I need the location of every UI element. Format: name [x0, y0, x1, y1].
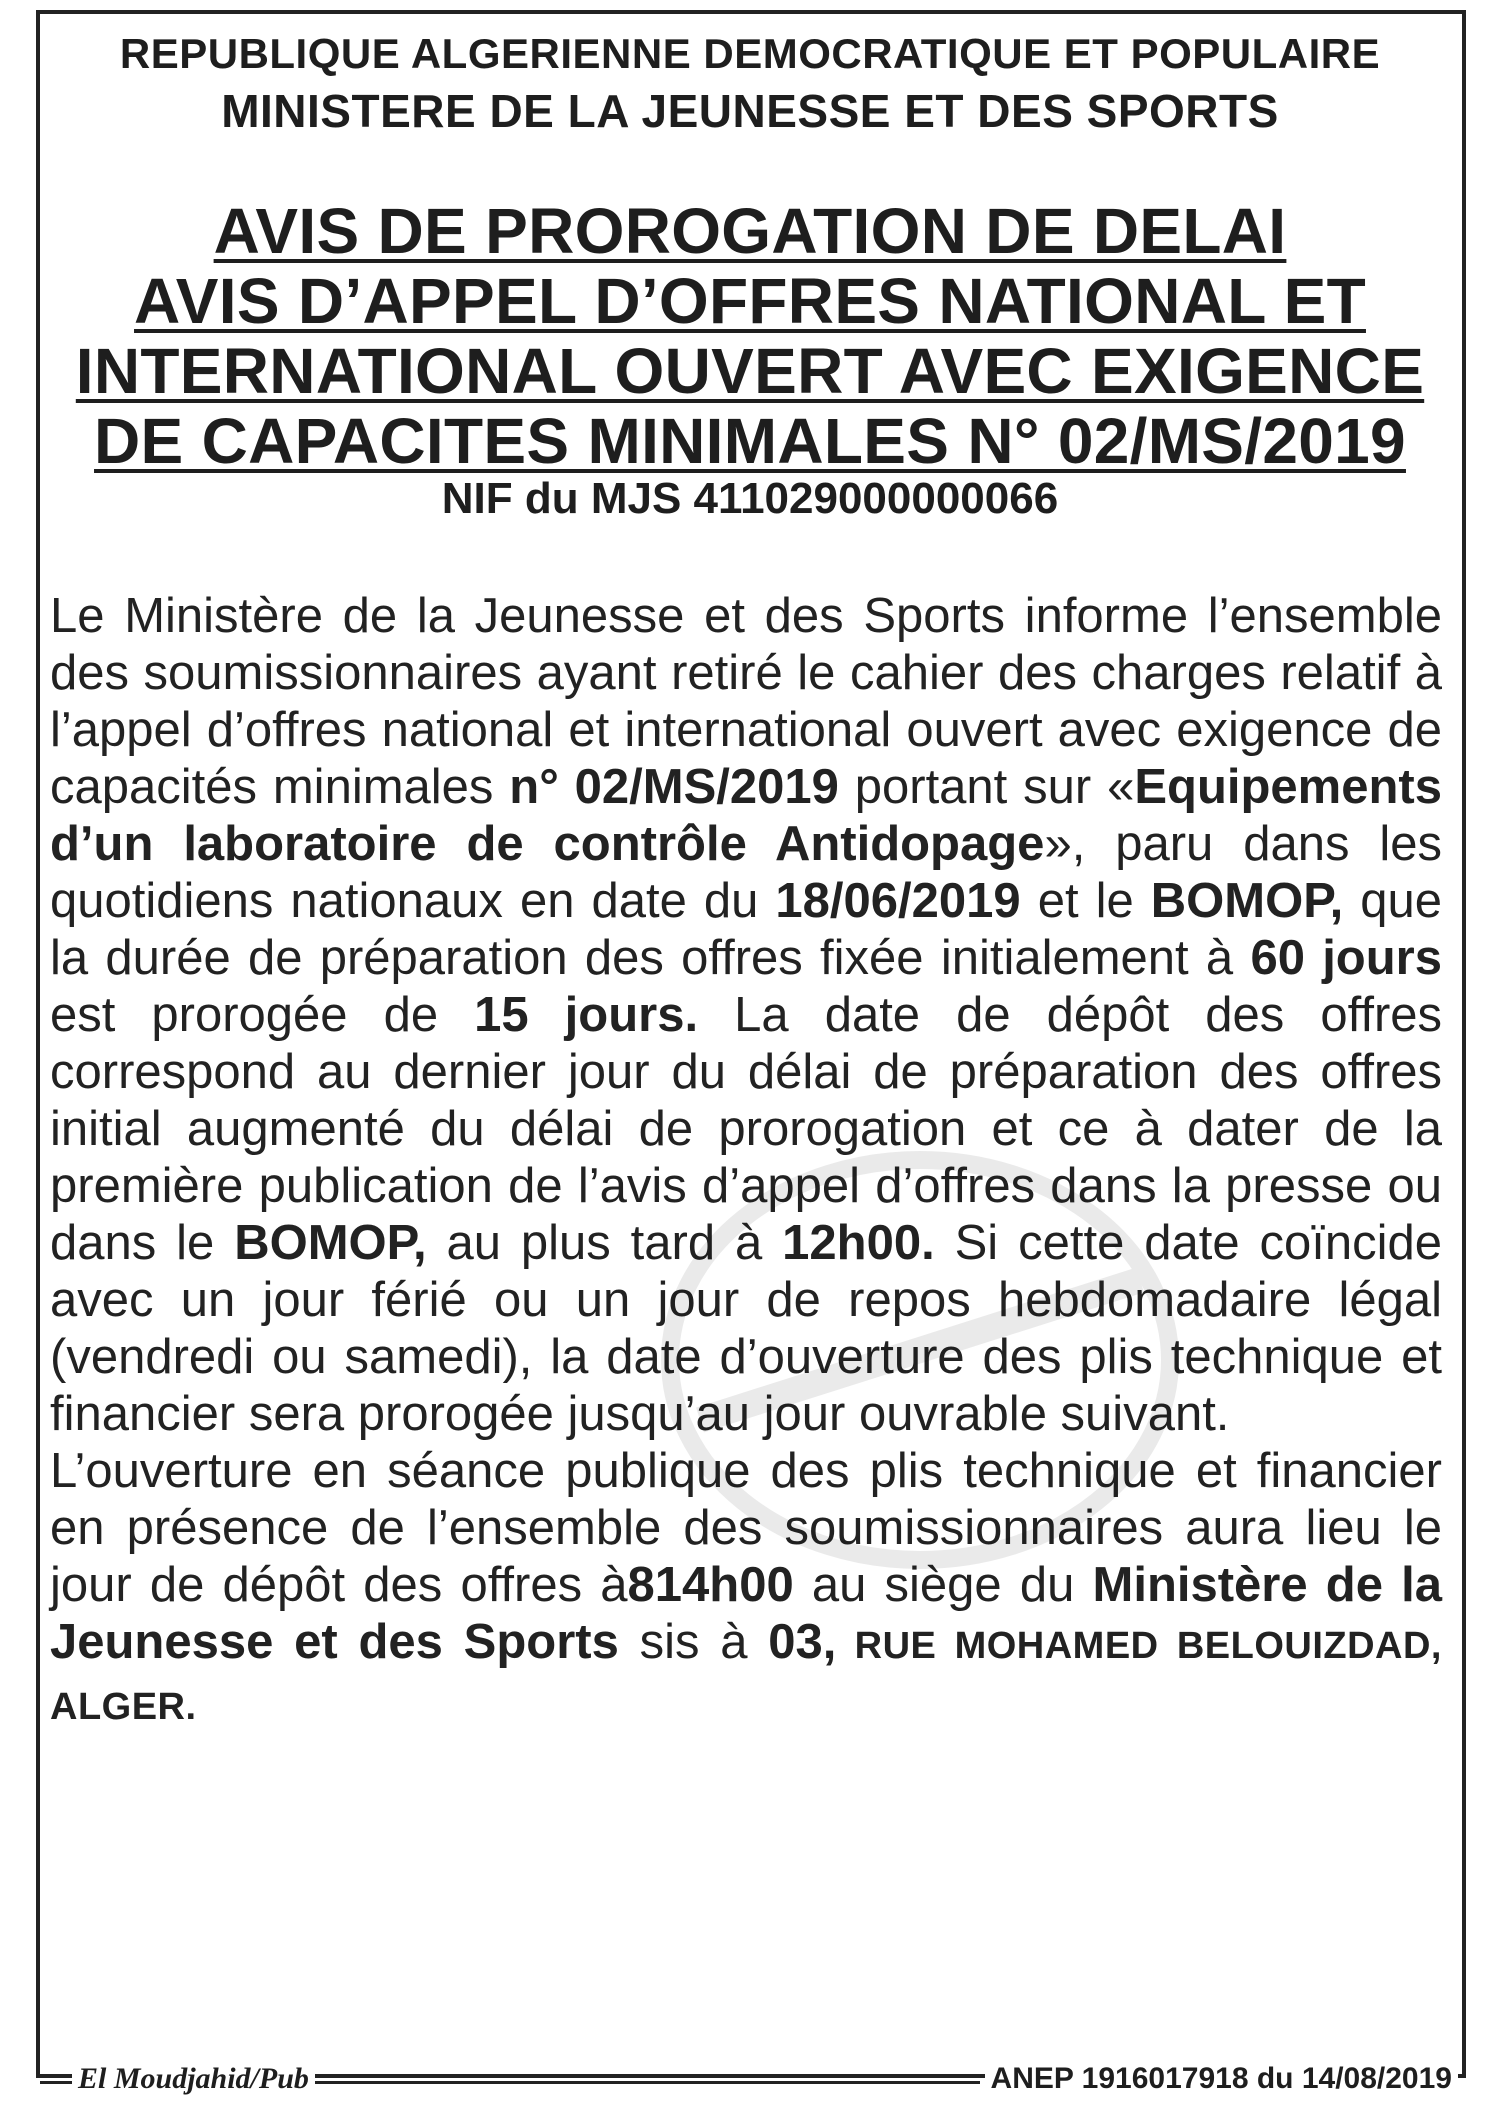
body-text: Le Ministère de la Jeunesse et des Sports informe l’ensemble des soumissionnaires ayant retiré le cahier des charges relatif à l’appel d’offres national et international ouvert avec exigence de capacités minimales: [50, 589, 1442, 814]
initial-duration: 60 jours: [1250, 931, 1442, 985]
body-text: au plus tard à: [426, 1216, 783, 1270]
body-text: sis à: [618, 1615, 769, 1669]
body-text: La date de dépôt des offres correspond au dernier jour du délai de préparation des offres initial augmenté du délai de prorogation et ce à dater de la première publication de l’avis d’appel d’offres dans la presse ou dans le: [50, 988, 1443, 1270]
paragraph-1: [50, 588, 1442, 1443]
title-line-2: AVIS D’APPEL D’OFFRES NATIONAL ET: [134, 265, 1366, 337]
tender-subject: Equipements d’un laboratoire de contrôle Antidopage: [50, 760, 1442, 871]
nif-number: NIF du MJS 411029000000066: [441, 474, 1059, 523]
notice-title: [40, 196, 1460, 476]
ministry-name: Ministère de la Jeunesse et des Sports: [50, 1558, 1442, 1669]
paragraph-2: [50, 1443, 1442, 1736]
body-text: », paru dans les quotidiens nationaux en date du: [50, 817, 1443, 928]
notice-body: [50, 588, 1442, 1736]
opening-time: 814h00: [627, 1558, 794, 1612]
bomop-label: BOMOP,: [234, 1216, 427, 1270]
body-text: et le: [1020, 874, 1151, 928]
title-line-3: INTERNATIONAL OUVERT AVEC EXIGENCE: [75, 335, 1425, 407]
body-text: est prorogée de: [50, 988, 475, 1042]
body-text: L’ouverture en séance publique des plis technique et financier en présence de l’ensemble des soumissionnaires aura lieu le jour de dépôt des offres à: [50, 1444, 1442, 1612]
title-line-1: AVIS DE PROROGATION DE DELAI: [213, 195, 1287, 267]
footer-publisher: El Moudjahid/Pub: [72, 2062, 315, 2096]
bomop-label: BOMOP,: [1150, 874, 1344, 928]
address-number: 03,: [768, 1615, 837, 1669]
extension-duration: 15 jours.: [474, 988, 699, 1042]
publication-date: 18/06/2019: [775, 874, 1021, 928]
deadline-time: 12h00.: [782, 1216, 935, 1270]
body-text: Si cette date coïncide avec un jour férié ou un jour de repos hebdomadaire légal (vendredi ou samedi), la date d’ouverture des plis technique et financier sera prorogée jusqu’au jour ouvrable suivant.: [50, 1216, 1442, 1441]
body-text: portant sur «: [838, 760, 1135, 814]
tender-reference: n° 02/MS/2019: [509, 760, 839, 814]
header-ministry: MINISTERE DE LA JEUNESSE ET DES SPORTS: [221, 85, 1279, 137]
body-text: au siège du: [793, 1558, 1093, 1612]
title-line-4: DE CAPACITES MINIMALES N° 02/MS/2019: [94, 405, 1406, 477]
address-text: RUE MOHAMED BELOUIZDAD, ALGER.: [50, 1625, 1442, 1728]
header-republic: REPUBLIQUE ALGERIENNE DEMOCRATIQUE ET POPULAIRE: [119, 30, 1381, 77]
body-text: que la durée de préparation des offres fixée initialement à: [50, 874, 1442, 985]
footer-anep-reference: ANEP 1916017918 du 14/08/2019: [985, 2062, 1458, 2096]
footer-rule-middle: [300, 2081, 980, 2084]
